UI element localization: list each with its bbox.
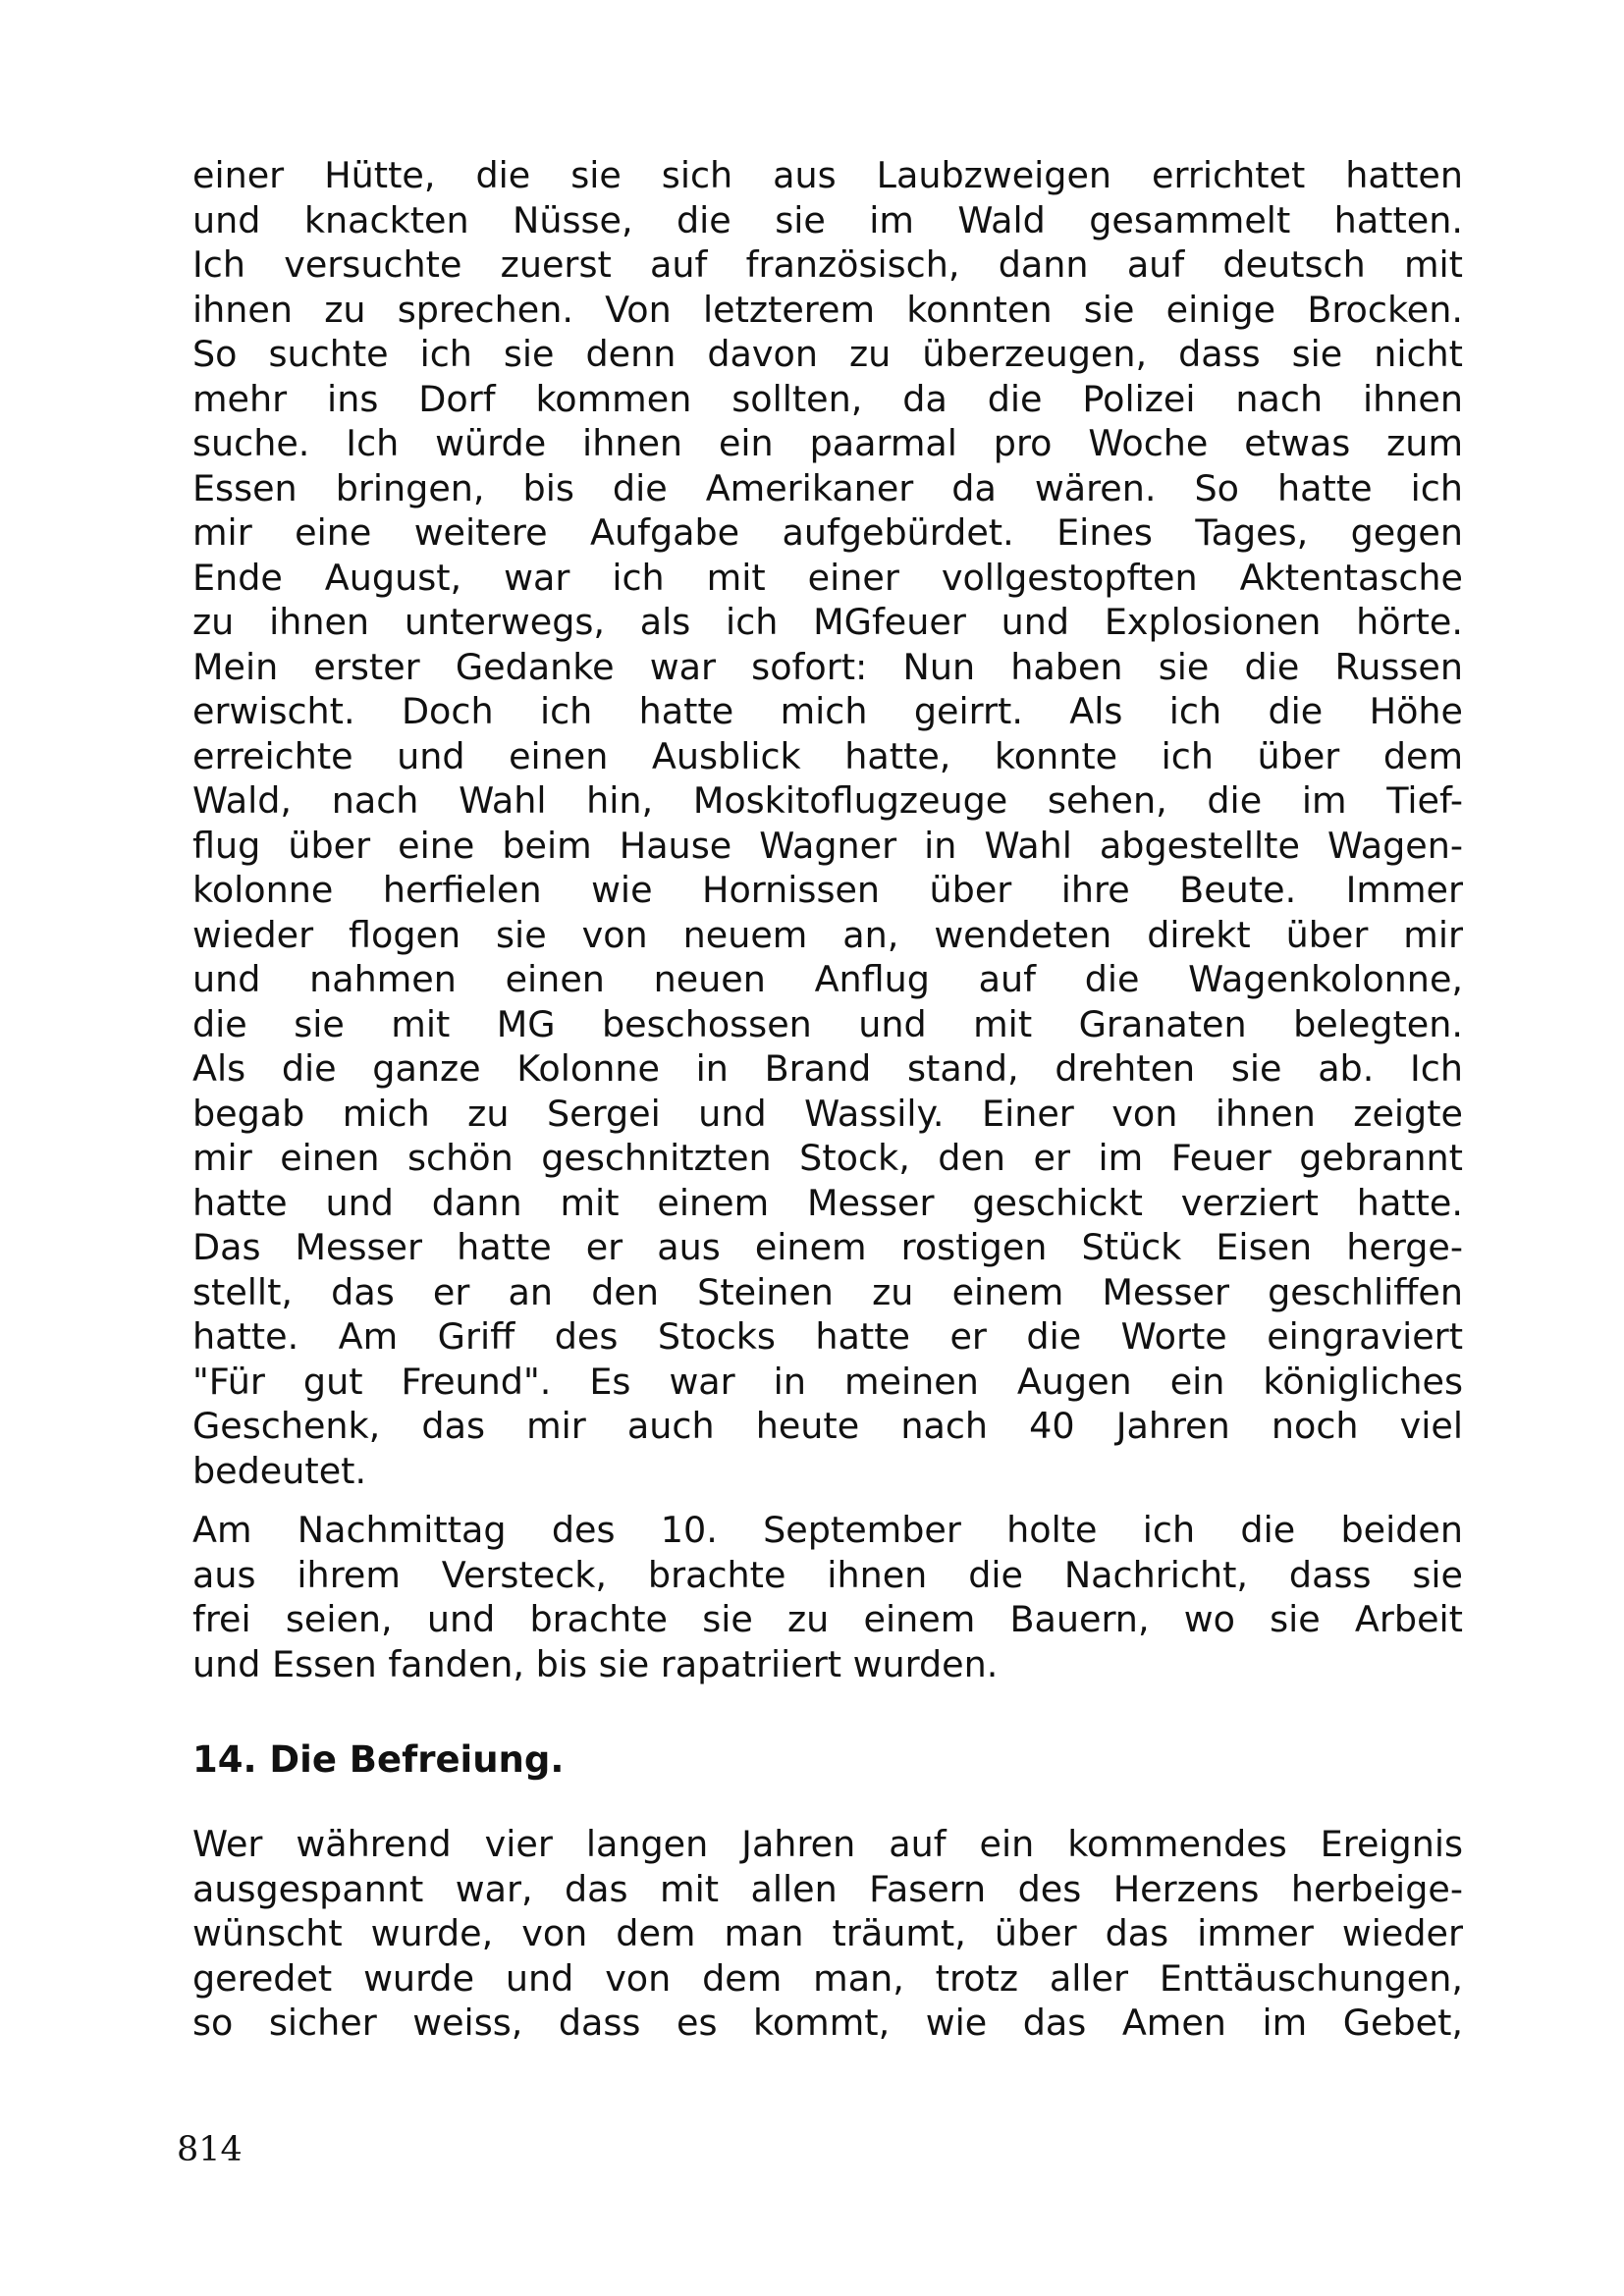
text-line: frei seien, und brachte sie zu einem Bauern, wo sie Arbeit xyxy=(192,1598,1463,1640)
text-line: aus ihrem Versteck, brachte ihnen die Nachricht, dass sie xyxy=(192,1553,1463,1596)
text-line: suche. Ich würde ihnen ein paarmal pro Woche etwas zum xyxy=(192,422,1463,464)
text-line: ausgespannt war, das mit allen Fasern des Herzens herbeige- xyxy=(192,1867,1463,1910)
text-line: einer Hütte, die sie sich aus Laubzweigen errichtet hatten xyxy=(192,154,1463,196)
section-heading: 14. Die Befreiung. xyxy=(192,1738,565,1781)
text-line: die sie mit MG beschossen und mit Granaten belegten. xyxy=(192,1002,1463,1045)
text-line: erreichte und einen Ausblick hatte, konnte ich über dem xyxy=(192,734,1463,777)
text-line: Essen bringen, bis die Amerikaner da wären. So hatte ich xyxy=(192,466,1463,509)
text-line: mir einen schön geschnitzten Stock, den er im Feuer gebrannt xyxy=(192,1137,1463,1179)
text-line: Ende August, war ich mit einer vollgestopften Aktentasche xyxy=(192,556,1463,599)
paragraph xyxy=(192,1822,1463,2046)
text-line: Wald, nach Wahl hin, Moskitoflugzeuge sehen, die im Tief- xyxy=(192,779,1463,822)
text-line: und nahmen einen neuen Anflug auf die Wagenkolonne, xyxy=(192,958,1463,1000)
text-line: ihnen zu sprechen. Von letzterem konnten sie einige Brocken. xyxy=(192,288,1463,331)
text-line: Am Nachmittag des 10. September holte ich die beiden xyxy=(192,1509,1463,1551)
text-line: kolonne herfielen wie Hornissen über ihre Beute. Immer xyxy=(192,869,1463,911)
text-line: wieder flogen sie von neuem an, wendeten direkt über mir xyxy=(192,913,1463,956)
text-line: hatte und dann mit einem Messer geschickt verziert hatte. xyxy=(192,1181,1463,1224)
text-line: Ich versuchte zuerst auf französisch, dann auf deutsch mit xyxy=(192,243,1463,286)
text-line: geredet wurde und von dem man, trotz aller Enttäuschungen, xyxy=(192,1956,1463,2000)
text-line: zu ihnen unterwegs, als ich MGfeuer und Explosionen hörte. xyxy=(192,601,1463,643)
text-line: Als die ganze Kolonne in Brand stand, drehten sie ab. Ich xyxy=(192,1047,1463,1090)
text-line: hatte. Am Griff des Stocks hatte er die Worte eingraviert xyxy=(192,1315,1463,1358)
text-line: bedeutet. xyxy=(192,1449,367,1492)
text-line: Wer während vier langen Jahren auf ein kommendes Ereignis xyxy=(192,1823,1463,1865)
text-line: mehr ins Dorf kommen sollten, da die Polizei nach ihnen xyxy=(192,377,1463,420)
paragraph xyxy=(192,153,1463,1493)
text-line: Mein erster Gedanke war sofort: Nun haben sie die Russen xyxy=(192,645,1463,688)
text-line: stellt, das er an den Steinen zu einem Messer geschliffen xyxy=(192,1270,1463,1313)
text-line: und knackten Nüsse, die sie im Wald gesammelt hatten. xyxy=(192,198,1463,241)
text-line: erwischt. Doch ich hatte mich geirrt. Als ich die Höhe xyxy=(192,690,1463,732)
text-line: Geschenk, das mir auch heute nach 40 Jahren noch viel xyxy=(192,1405,1463,1447)
text-line: flug über eine beim Hause Wagner in Wahl abgestellte Wagen- xyxy=(192,824,1463,867)
text-line: wünscht wurde, von dem man träumt, über das immer wieder xyxy=(192,1912,1463,1954)
text-line: Das Messer hatte er aus einem rostigen Stück Eisen herge- xyxy=(192,1226,1463,1268)
text-line: "Für gut Freund". Es war in meinen Augen ein königliches xyxy=(192,1360,1463,1403)
text-line: so sicher weiss, dass es kommt, wie das Amen im Gebet, xyxy=(192,2002,1463,2044)
text-line: So suchte ich sie denn davon zu überzeugen, dass sie nicht xyxy=(192,333,1463,375)
text-line: und Essen fanden, bis sie rapatriiert wurden. xyxy=(192,1642,999,1685)
paragraph xyxy=(192,1508,1463,1686)
text-line: begab mich zu Sergei und Wassily. Einer von ihnen zeigte xyxy=(192,1092,1463,1135)
text-line: mir eine weitere Aufgabe aufgebürdet. Eines Tages, gegen xyxy=(192,511,1463,554)
page-number: 814 xyxy=(177,2130,243,2169)
